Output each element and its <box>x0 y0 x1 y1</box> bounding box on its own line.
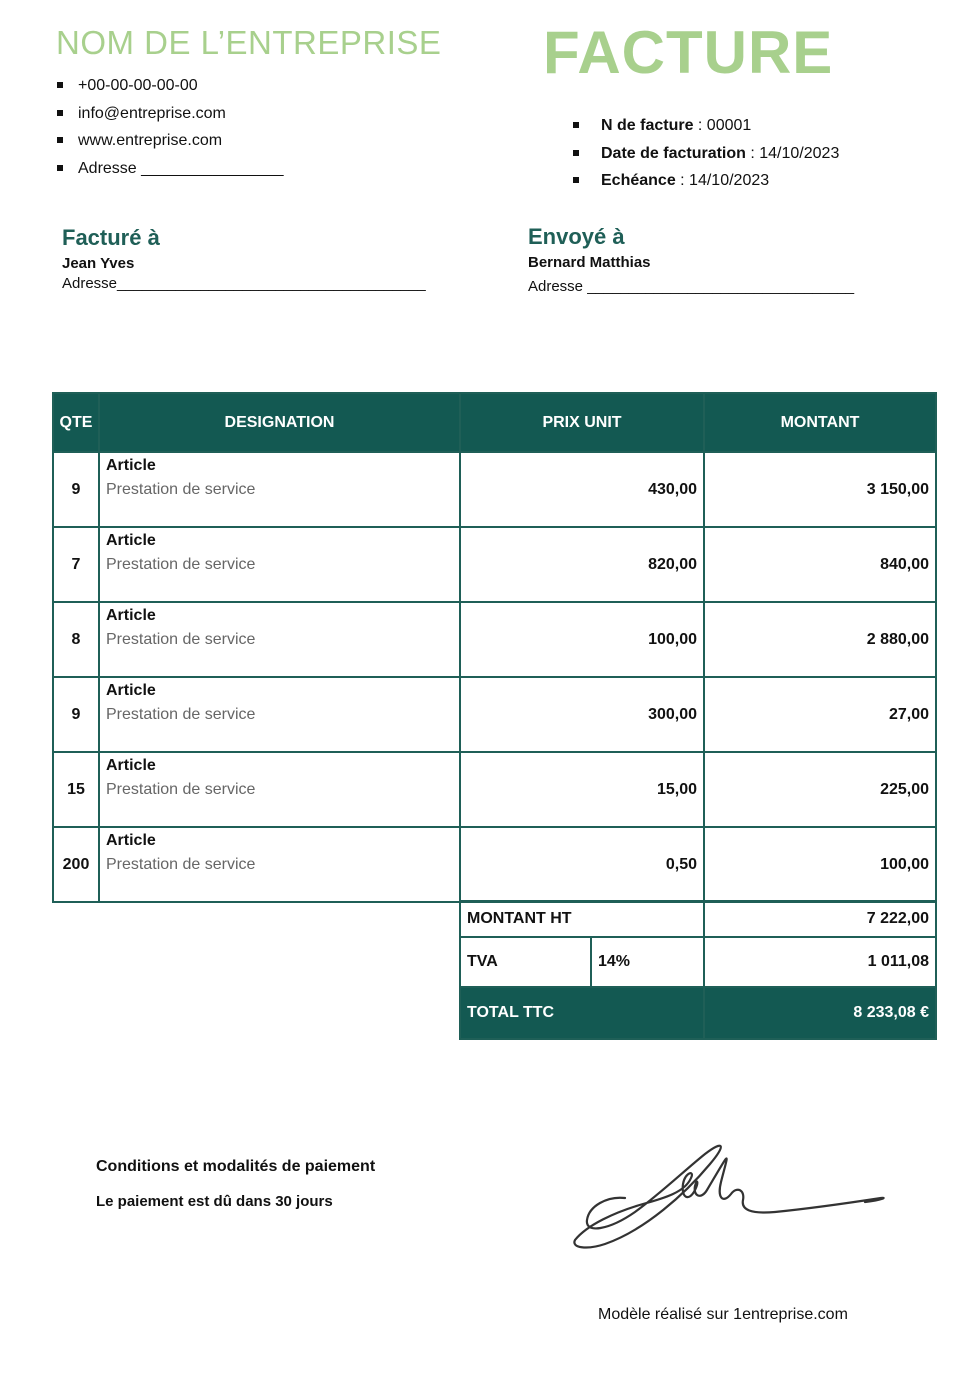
billed-to-name: Jean Yves <box>62 255 135 272</box>
company-phone: +00-00-00-00-00 <box>56 72 284 100</box>
header-designation: DESIGNATION <box>99 393 460 452</box>
tax-value: 1 011,08 <box>704 937 936 987</box>
header-qty: QTE <box>53 393 99 452</box>
row-amount: 27,00 <box>704 677 936 752</box>
footer-credit: Modèle réalisé sur 1entreprise.com <box>598 1306 848 1323</box>
row-qty: 200 <box>53 827 99 902</box>
row-qty: 9 <box>53 452 99 527</box>
row-item-title: Article <box>106 682 156 699</box>
header-unit-price: PRIX UNIT <box>460 393 704 452</box>
row-designation <box>99 677 460 752</box>
row-amount: 225,00 <box>704 752 936 827</box>
company-email: info@entreprise.com <box>56 100 284 128</box>
invoice-meta-list <box>572 112 839 195</box>
subtotal-row <box>460 901 936 937</box>
row-amount: 840,00 <box>704 527 936 602</box>
row-item-title: Article <box>106 457 156 474</box>
grand-total-row <box>460 987 936 1039</box>
conditions-title: Conditions et modalités de paiement <box>96 1158 376 1175</box>
row-item-desc: Prestation de service <box>106 856 256 873</box>
row-amount: 100,00 <box>704 827 936 902</box>
tax-label: TVA <box>460 937 591 987</box>
row-qty: 15 <box>53 752 99 827</box>
items-header-row <box>53 393 936 452</box>
row-designation <box>99 452 460 527</box>
invoice-number-value: : 00001 <box>693 117 752 134</box>
row-designation <box>99 752 460 827</box>
billed-to-block <box>62 225 426 294</box>
invoice-number <box>572 112 839 140</box>
row-unit-price: 0,50 <box>460 827 704 902</box>
row-unit-price: 100,00 <box>460 602 704 677</box>
invoice-number-label: N de facture <box>601 117 694 134</box>
row-unit-price: 430,00 <box>460 452 704 527</box>
conditions-body: Le paiement est dû dans 30 jours <box>96 1193 333 1210</box>
invoice-due-label: Echéance <box>601 172 676 189</box>
row-unit-price: 820,00 <box>460 527 704 602</box>
table-row <box>53 452 936 527</box>
items-table <box>52 392 937 903</box>
invoice-title: FACTURE <box>543 19 834 86</box>
table-row <box>53 527 936 602</box>
row-unit-price: 15,00 <box>460 752 704 827</box>
row-unit-price: 300,00 <box>460 677 704 752</box>
row-item-desc: Prestation de service <box>106 631 256 648</box>
payment-conditions <box>96 1158 375 1210</box>
row-amount: 2 880,00 <box>704 602 936 677</box>
row-item-desc: Prestation de service <box>106 481 256 498</box>
invoice-due <box>572 167 839 195</box>
row-qty: 9 <box>53 677 99 752</box>
grand-total-value: 8 233,08 € <box>704 987 936 1039</box>
header-amount: MONTANT <box>704 393 936 452</box>
sent-to-heading: Envoyé à <box>528 224 625 249</box>
company-website: www.entreprise.com <box>56 127 284 155</box>
table-row <box>53 827 936 902</box>
row-item-desc: Prestation de service <box>106 706 256 723</box>
sent-to-block <box>528 224 854 297</box>
row-designation <box>99 827 460 902</box>
row-designation <box>99 602 460 677</box>
table-row <box>53 602 936 677</box>
subtotal-value: 7 222,00 <box>704 901 936 937</box>
row-item-title: Article <box>106 832 156 849</box>
tax-row <box>460 937 936 987</box>
company-contact-list <box>56 72 284 182</box>
row-qty: 7 <box>53 527 99 602</box>
billed-to-heading: Facturé à <box>62 225 160 250</box>
invoice-date <box>572 140 839 168</box>
signature-image <box>565 1130 895 1255</box>
tax-rate: 14% <box>591 937 704 987</box>
grand-total-label: TOTAL TTC <box>460 987 704 1039</box>
row-item-title: Article <box>106 607 156 624</box>
table-row <box>53 677 936 752</box>
invoice-date-label: Date de facturation <box>601 144 746 162</box>
row-item-desc: Prestation de service <box>106 556 256 573</box>
row-item-desc: Prestation de service <box>106 781 256 798</box>
row-item-title: Article <box>106 532 156 549</box>
subtotal-label: MONTANT HT <box>460 901 704 937</box>
row-amount: 3 150,00 <box>704 452 936 527</box>
row-designation <box>99 527 460 602</box>
row-item-title: Article <box>106 757 156 774</box>
totals-table <box>459 900 937 1040</box>
billed-to-address: Adresse_____________________________________ <box>62 275 426 292</box>
company-name: NOM DE L’ENTREPRISE <box>56 24 442 61</box>
sent-to-address: Adresse ________________________________ <box>528 278 855 295</box>
invoice-due-value: : 14/10/2023 <box>675 172 770 189</box>
sent-to-name: Bernard Matthias <box>528 254 651 271</box>
company-address: Adresse ________________ <box>56 155 284 183</box>
invoice-date-value: : 14/10/2023 <box>745 144 840 162</box>
row-qty: 8 <box>53 602 99 677</box>
table-row <box>53 752 936 827</box>
